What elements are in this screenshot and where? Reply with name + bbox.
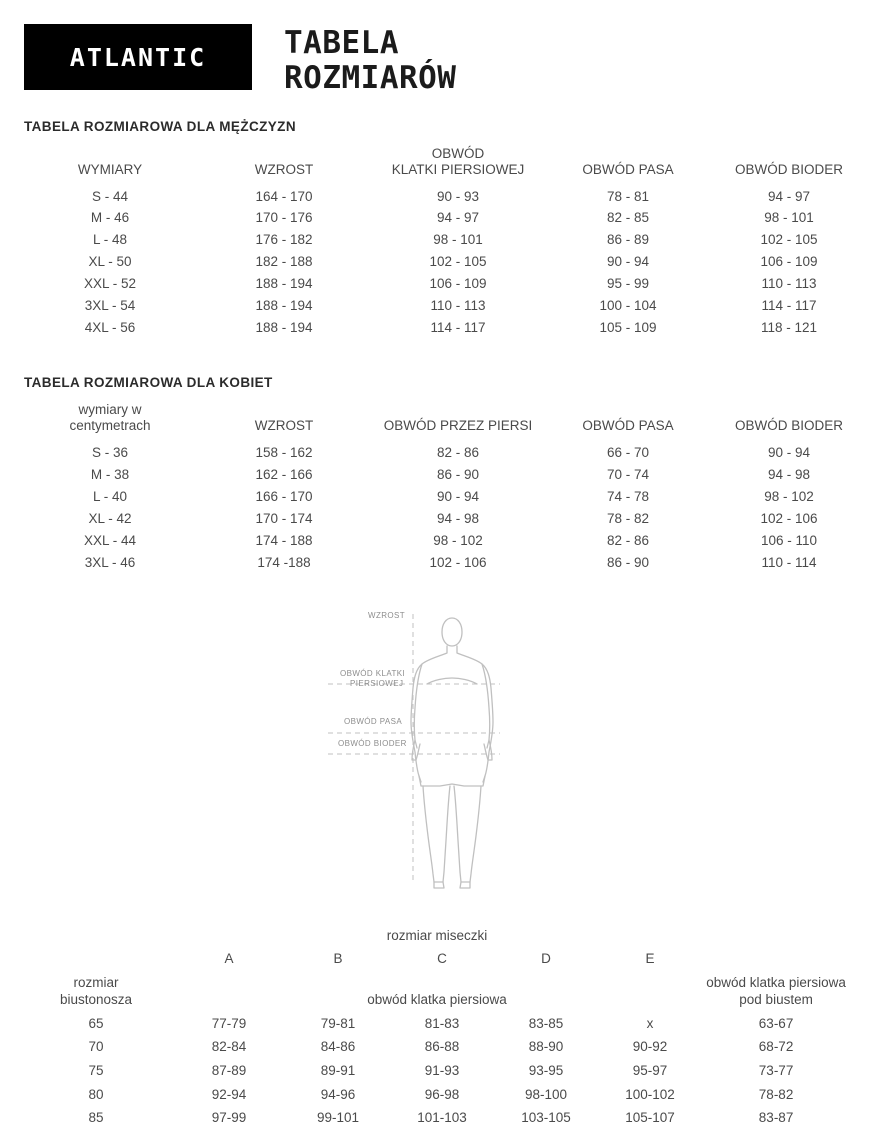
bra-cell-cup-a: 82-84 — [211, 1039, 247, 1055]
table-row — [20, 295, 869, 317]
bra-size-table — [20, 924, 850, 1130]
table-row — [20, 1083, 850, 1107]
bra-cell-cup-d: 93-95 — [528, 1063, 564, 1079]
women-cell-waist: 86 - 90 — [606, 554, 650, 570]
table-row — [20, 1012, 850, 1036]
bra-cell-underbust: 83-87 — [758, 1110, 794, 1126]
brand-name: ATLANTIC — [69, 42, 207, 72]
page-header — [0, 0, 869, 97]
table-row — [20, 251, 869, 273]
bra-subheader-row — [20, 971, 850, 1012]
women-size-table — [20, 400, 869, 574]
men-cell-chest: 102 - 105 — [429, 254, 487, 270]
women-cell-size: L - 40 — [92, 488, 128, 504]
women-col-header-dims-line2: centymetrach — [69, 418, 151, 434]
men-cell-chest: 106 - 109 — [429, 276, 487, 292]
bra-cell-cup-b: 84-86 — [320, 1039, 356, 1055]
table-row — [20, 317, 869, 339]
men-cell-height: 188 - 194 — [255, 320, 313, 336]
men-section-title: TABELA ROZMIAROWA DLA MĘŻCZYZN — [24, 118, 296, 134]
women-cell-size: XXL - 44 — [83, 532, 137, 548]
women-cell-waist: 82 - 86 — [606, 532, 650, 548]
brand-logo — [24, 24, 252, 90]
bra-spacer-cell — [20, 947, 172, 971]
women-cell-height: 174 -188 — [257, 554, 311, 570]
bra-cup-letter-c: C — [437, 951, 447, 967]
men-cell-hips: 98 - 101 — [764, 210, 814, 226]
bra-cell-underbust: 78-82 — [758, 1086, 794, 1102]
men-cell-chest: 94 - 97 — [436, 210, 480, 226]
men-col-header-height: WZROST — [254, 161, 314, 177]
bra-chest-label: obwód klatka piersiowa — [367, 992, 507, 1008]
bra-cell-size: 75 — [88, 1063, 104, 1079]
women-table-header-row — [20, 400, 869, 442]
table-row — [20, 486, 869, 508]
women-cell-height: 166 - 170 — [255, 488, 313, 504]
figure-label-chest-line1: OBWÓD KLATKI — [340, 668, 406, 678]
bra-cup-letter-d: D — [541, 951, 551, 967]
men-cell-hips: 118 - 121 — [760, 320, 818, 336]
page-title-line2: ROZMIARÓW — [284, 60, 457, 97]
men-col-header-chest — [368, 144, 548, 186]
table-row — [20, 464, 869, 486]
table-row — [20, 229, 869, 251]
figure-label-chest-line2: PIERSIOWEJ — [350, 678, 404, 688]
men-cell-height: 188 - 194 — [255, 276, 313, 292]
bra-cell-cup-e: 90-92 — [632, 1039, 668, 1055]
bra-underbust-label — [702, 971, 850, 1012]
bra-cell-cup-c: 91-93 — [424, 1063, 460, 1079]
women-cell-waist: 70 - 74 — [606, 466, 650, 482]
table-row — [20, 1035, 850, 1059]
men-cell-hips: 110 - 113 — [761, 276, 817, 292]
men-cell-chest: 114 - 117 — [430, 320, 486, 336]
women-cell-waist: 66 - 70 — [606, 445, 650, 461]
figure-label-height: WZROST — [368, 610, 406, 620]
table-row — [20, 508, 869, 530]
bra-row-label-line1: rozmiar — [73, 974, 119, 990]
men-cell-height: 176 - 182 — [255, 232, 313, 248]
men-cell-size: L - 48 — [92, 232, 128, 248]
men-col-header-dims: WYMIARY — [77, 161, 143, 177]
measurement-figure — [0, 596, 869, 896]
bra-spacer-cell-right — [702, 924, 850, 948]
men-cell-hips: 102 - 105 — [760, 232, 818, 248]
bra-cell-cup-d: 88-90 — [528, 1039, 564, 1055]
bra-cell-cup-b: 79-81 — [320, 1015, 356, 1031]
women-cell-height: 170 - 174 — [255, 510, 313, 526]
women-cell-hips: 106 - 110 — [760, 532, 818, 548]
women-col-header-dims-line1: wymiary w — [78, 402, 142, 418]
bra-cell-cup-e: x — [646, 1015, 654, 1031]
bra-cell-cup-b: 89-91 — [320, 1063, 356, 1079]
table-row — [20, 552, 869, 574]
women-cell-hips: 110 - 114 — [761, 554, 817, 570]
men-cell-hips: 106 - 109 — [760, 254, 818, 270]
men-size-table — [20, 144, 869, 340]
men-cell-waist: 86 - 89 — [606, 232, 650, 248]
bra-cell-cup-c: 96-98 — [424, 1086, 460, 1102]
men-cell-hips: 114 - 117 — [761, 298, 817, 314]
bra-cell-cup-d: 103-105 — [521, 1110, 571, 1126]
men-cell-waist: 105 - 109 — [599, 320, 657, 336]
men-cell-size: XL - 50 — [88, 254, 132, 270]
women-col-header-waist: OBWÓD PASA — [582, 418, 674, 434]
women-cell-size: M - 38 — [90, 466, 130, 482]
women-col-header-bust: OBWÓD PRZEZ PIERSI — [383, 418, 533, 434]
bra-cell-size: 70 — [88, 1039, 104, 1055]
bra-cell-cup-e: 95-97 — [632, 1063, 668, 1079]
men-cell-size: S - 44 — [91, 188, 129, 204]
men-cell-height: 188 - 194 — [255, 298, 313, 314]
women-col-header-height: WZROST — [254, 418, 314, 434]
bra-cell-size: 85 — [88, 1110, 104, 1126]
bra-cell-cup-d: 98-100 — [524, 1086, 568, 1102]
bra-cup-letter-e: E — [645, 951, 655, 967]
bra-cell-cup-d: 83-85 — [528, 1015, 564, 1031]
bra-row-label-header — [20, 971, 172, 1012]
bra-cell-cup-c: 101-103 — [417, 1110, 467, 1126]
bra-spacer-cell — [20, 924, 172, 948]
women-cell-size: XL - 42 — [88, 510, 132, 526]
men-cell-chest: 90 - 93 — [436, 188, 480, 204]
women-cell-bust: 86 - 90 — [436, 466, 480, 482]
bra-cell-cup-e: 100-102 — [625, 1086, 675, 1102]
women-cell-hips: 94 - 98 — [767, 466, 811, 482]
men-cell-size: M - 46 — [90, 210, 130, 226]
bra-cell-size: 65 — [88, 1015, 104, 1031]
women-cell-hips: 98 - 102 — [764, 488, 814, 504]
bra-cell-cup-a: 92-94 — [211, 1086, 247, 1102]
bra-underbust-label-line1: obwód klatka piersiowa — [706, 974, 846, 990]
table-row — [20, 1106, 850, 1130]
bra-cell-cup-b: 94-96 — [320, 1086, 356, 1102]
bra-cup-letter-b: B — [333, 951, 343, 967]
bra-cell-cup-a: 77-79 — [211, 1015, 247, 1031]
men-col-header-waist: OBWÓD PASA — [582, 161, 674, 177]
men-cell-waist: 95 - 99 — [606, 276, 650, 292]
women-cell-height: 174 - 188 — [255, 532, 313, 548]
bra-cell-underbust: 68-72 — [758, 1039, 794, 1055]
women-cell-bust: 90 - 94 — [436, 488, 480, 504]
bra-cell-cup-b: 99-101 — [316, 1110, 360, 1126]
women-section-title: TABELA ROZMIAROWA DLA KOBIET — [24, 375, 273, 391]
women-cell-size: 3XL - 46 — [84, 554, 136, 570]
men-cell-waist: 100 - 104 — [599, 298, 657, 314]
men-cell-chest: 110 - 113 — [430, 298, 486, 314]
men-cell-waist: 78 - 81 — [606, 188, 650, 204]
table-row — [20, 442, 869, 464]
bra-cell-cup-a: 97-99 — [211, 1110, 247, 1126]
figure-label-hips: OBWÓD BIODER — [338, 738, 407, 748]
men-col-header-hips: OBWÓD BIODER — [734, 161, 843, 177]
bra-cell-underbust: 73-77 — [758, 1063, 794, 1079]
men-table-header-row — [20, 144, 869, 186]
body-diagram-svg — [310, 596, 610, 896]
bra-spacer-cell-right — [702, 947, 850, 971]
bra-cell-cup-e: 105-107 — [625, 1110, 675, 1126]
women-cell-waist: 78 - 82 — [606, 510, 650, 526]
men-col-header-chest-line1: OBWÓD — [431, 145, 485, 161]
table-row — [20, 1059, 850, 1083]
women-cell-bust: 94 - 98 — [436, 510, 480, 526]
women-cell-height: 162 - 166 — [255, 466, 313, 482]
bra-cup-title-row — [20, 924, 850, 948]
bra-size-section — [0, 924, 869, 1130]
page-title — [284, 24, 456, 97]
table-row — [20, 530, 869, 552]
women-cell-bust: 98 - 102 — [433, 532, 483, 548]
bra-cup-letters-row — [20, 947, 850, 971]
men-cell-height: 182 - 188 — [255, 254, 313, 270]
bra-cell-underbust: 63-67 — [758, 1015, 794, 1031]
men-cell-waist: 82 - 85 — [606, 210, 650, 226]
men-cell-hips: 94 - 97 — [767, 188, 811, 204]
women-col-header-hips: OBWÓD BIODER — [734, 418, 843, 434]
bra-cup-title: rozmiar miseczki — [386, 927, 488, 943]
women-cell-size: S - 36 — [91, 445, 129, 461]
men-cell-waist: 90 - 94 — [606, 254, 650, 270]
bra-cup-letter-a: A — [224, 951, 234, 967]
bra-underbust-label-line2: pod biustem — [739, 992, 813, 1008]
body-silhouette — [411, 618, 493, 888]
women-col-header-dims — [20, 400, 200, 442]
women-cell-bust: 82 - 86 — [436, 445, 480, 461]
men-cell-height: 164 - 170 — [255, 188, 313, 204]
women-cell-hips: 90 - 94 — [767, 445, 811, 461]
men-cell-size: XXL - 52 — [83, 276, 137, 292]
page-title-line1: TABELA — [284, 25, 399, 61]
men-cell-size: 3XL - 54 — [84, 298, 136, 314]
bra-cell-size: 80 — [88, 1086, 104, 1102]
figure-label-waist: OBWÓD PASA — [344, 716, 403, 726]
table-row — [20, 186, 869, 208]
table-row — [20, 273, 869, 295]
bra-cell-cup-c: 81-83 — [424, 1015, 460, 1031]
women-cell-hips: 102 - 106 — [760, 510, 818, 526]
women-cell-bust: 102 - 106 — [429, 554, 487, 570]
women-cell-height: 158 - 162 — [255, 445, 313, 461]
women-cell-waist: 74 - 78 — [606, 488, 650, 504]
bra-cell-cup-c: 86-88 — [424, 1039, 460, 1055]
men-cell-chest: 98 - 101 — [433, 232, 483, 248]
men-col-header-chest-line2: KLATKI PIERSIOWEJ — [391, 161, 525, 177]
table-row — [20, 207, 869, 229]
bra-cell-cup-a: 87-89 — [211, 1063, 247, 1079]
bra-row-label-line2: biustonosza — [59, 992, 133, 1008]
men-cell-size: 4XL - 56 — [84, 320, 136, 336]
men-cell-height: 170 - 176 — [255, 210, 313, 226]
